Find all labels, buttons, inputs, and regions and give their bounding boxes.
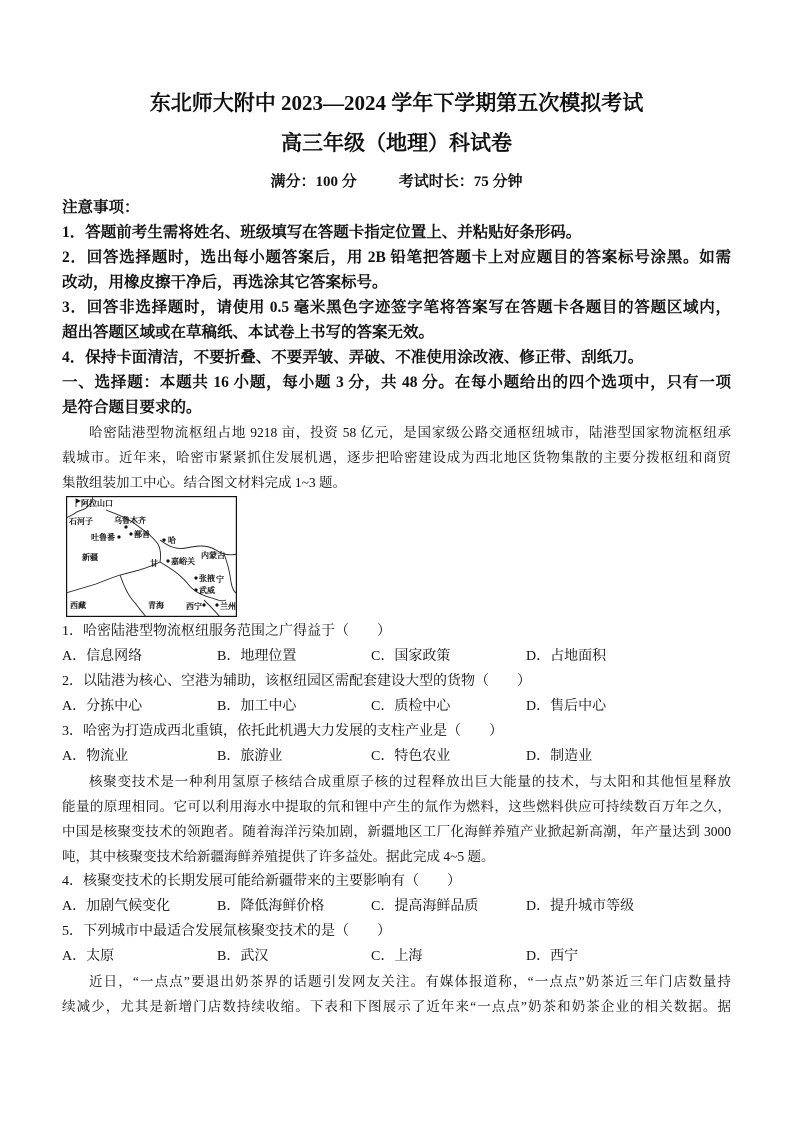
passage-line: 近日，“一点点”要退出奶茶界的话题引发网友关注。有媒体报道称，“一点点”奶茶近三年门店数量持: [89, 973, 731, 989]
passage-line: 集散组装加工中心。结合图文材料完成 1~3 题。: [62, 474, 347, 490]
option-c: C．质检中心: [371, 698, 451, 714]
option-a: A．信息网络: [62, 648, 143, 664]
option-b: B．降低海鲜价格: [217, 898, 325, 914]
question-options: [62, 644, 731, 669]
section-heading: 是符合题目要求的。: [62, 398, 202, 416]
region-map: [66, 496, 237, 617]
notice-line: 4．保持卡面清洁，不要折叠、不要弄皱、弄破、不准使用涂改液、修正带、刮纸刀。: [62, 348, 644, 366]
notice-heading: 注意事项：: [62, 198, 140, 216]
map-label-neimenggu: 内蒙古: [201, 551, 225, 560]
passage-line: 续减少，尤其是新增门店数持续收缩。下表和下图展示了近年来“一点点”奶茶和奶茶企业的相关数据。据: [62, 998, 731, 1014]
map-label-xinjiang: 新疆: [82, 553, 98, 562]
question-options: [62, 944, 731, 969]
city-marker: [166, 559, 169, 562]
passage-line: 哈密陆港型物流枢纽占地 9218 亩，投资 58 亿元，是国家级公路交通枢纽城市，陆港型国家物流枢纽承: [89, 424, 731, 440]
map-label-xining: 西宁: [186, 602, 202, 611]
question-options: [62, 694, 731, 719]
city-marker: [202, 603, 205, 606]
question-options: [62, 744, 731, 769]
map-label-turpan: 吐鲁番: [91, 533, 115, 542]
option-c: C．国家政策: [371, 648, 451, 664]
option-b: B．旅游业: [217, 748, 283, 764]
section-heading: 一、选择题：本题共 16 小题，每小题 3 分，共 48 分。在每小题给出的四个选项中，只有一项: [62, 373, 731, 391]
option-d: D．售后中心: [526, 698, 607, 714]
option-d: D．制造业: [526, 748, 593, 764]
map-label-jiayuguan: 嘉峪关: [171, 557, 195, 566]
full-score: 满分：100 分: [270, 173, 357, 190]
map-label-hami: 哈: [168, 536, 176, 545]
exam-title: 东北师大附中 2023—2024 学年下学期第五次模拟考试: [149, 91, 644, 115]
exam-meta: [0, 170, 793, 195]
city-marker: [194, 588, 197, 591]
city-marker: [215, 603, 218, 606]
notice-line: 1．答题前考生需将姓名、班级填写在答题卡指定位置上、并粘贴好条形码。: [62, 223, 582, 241]
city-marker: [117, 535, 120, 538]
map-label-zhangye: 张掖: [199, 574, 215, 583]
notice-line: 3．回答非选择题时，请使用 0.5 毫米黑色字迹签字笔将答案写在答题卡各题目的答题区域内，: [62, 298, 731, 316]
question-stem: 5．下列城市中最适合发展氚核聚变技术的是（ ）: [62, 923, 391, 939]
map-label-shanshan: 鄯善: [134, 530, 150, 539]
question-stem: 3．哈密为打造成西北重镇，依托此机遇大力发展的支柱产业是（ ）: [62, 723, 503, 739]
option-b: B．地理位置: [217, 648, 297, 664]
map-label-xizang: 西藏: [70, 601, 86, 610]
map-label-urumqi: 乌鲁木齐: [114, 516, 146, 525]
question-options: [62, 894, 731, 919]
option-b: B．武汉: [217, 948, 269, 964]
option-d: D．西宁: [526, 948, 579, 964]
map-label-wuwei: 武威: [199, 586, 215, 595]
exam-subtitle: 高三年级（地理）科试卷: [281, 131, 512, 155]
notice-line: 2．回答选择题时，选出每小题答案后，用 2B 铅笔把答题卡上对应题目的答案标号涂黑。如需: [62, 248, 731, 266]
map-label-lanzhou: 兰州: [220, 602, 236, 611]
passage-line: 吨，其中核聚变技术给新疆海鲜养殖提供了许多益处。据此完成 4~5 题。: [62, 848, 495, 864]
exam-duration: 考试时长：75 分钟: [398, 173, 523, 190]
notice-line: 改动，用橡皮擦干净后，再选涂其它答案标号。: [62, 273, 388, 291]
option-c: C．提高海鲜品质: [371, 898, 479, 914]
option-d: D．提升城市等级: [526, 898, 635, 914]
question-stem: 2．以陆港为核心、空港为辅助，该枢纽园区需配套建设大型的货物（ ）: [62, 673, 531, 689]
map-label-ning: 宁: [216, 575, 224, 584]
option-a: A．分拣中心: [62, 698, 143, 714]
city-marker: [194, 576, 197, 579]
city-marker: [162, 538, 165, 541]
option-d: D．占地面积: [526, 648, 607, 664]
question-stem: 1．哈密陆港型物流枢纽服务范围之广得益于（ ）: [62, 623, 391, 639]
passage-line: 载城市。近年来，哈密市紧紧抓住发展机遇，逐步把哈密建设成为西北地区货物集散的主要分拨枢纽和商贸: [62, 449, 731, 465]
city-marker: [124, 525, 127, 528]
option-a: A．太原: [62, 948, 115, 964]
option-c: C．上海: [371, 948, 423, 964]
map-label-alashankou: 阿拉山口: [81, 499, 113, 508]
option-a: A．物流业: [62, 748, 129, 764]
map-figure: [62, 495, 731, 619]
exam-body: [62, 195, 731, 1019]
map-label-qinghai: 青海: [148, 601, 164, 610]
option-a: A．加剧气候变化: [62, 898, 171, 914]
notice-line: 超出答题区域或在草稿纸、本试卷上书写的答案无效。: [62, 323, 435, 341]
map-label-shihezi: 石河子: [69, 517, 93, 526]
city-marker: [129, 532, 132, 535]
option-b: B．加工中心: [217, 698, 297, 714]
question-stem: 4．核聚变技术的长期发展可能给新疆带来的主要影响有（ ）: [62, 873, 461, 889]
option-c: C．特色农业: [371, 748, 451, 764]
passage-line: 中国是核聚变技术的领跑者。随着海洋污染加剧，新疆地区工厂化海鲜养殖产业掀起新高潮，年产量达到 3000: [62, 823, 731, 839]
passage-line: 核聚变技术是一种利用氢原子核结合成重原子核的过程释放出巨大能量的技术，与太阳和其他恒星释放: [89, 773, 731, 789]
map-label-gan: 甘: [150, 559, 158, 568]
passage-line: 能量的原理相同。它可以利用海水中提取的氘和锂中产生的氚作为燃料，这些燃料供应可持续数百万年之久，: [62, 798, 731, 814]
